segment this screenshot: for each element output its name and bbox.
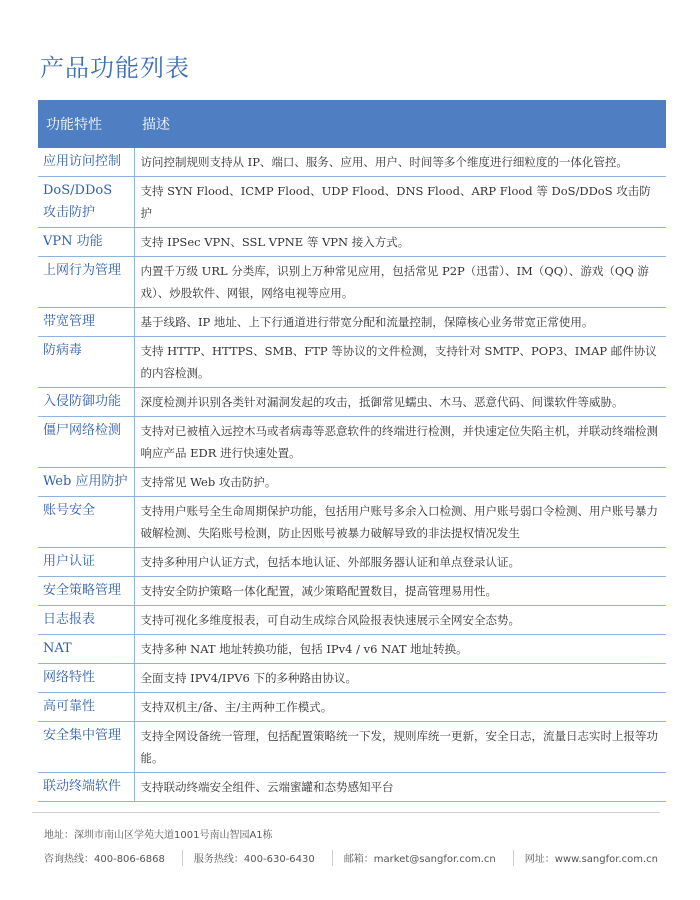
table-row xyxy=(38,148,666,177)
feature-name-cell: 安全集中管理 xyxy=(38,722,134,773)
table-row xyxy=(38,468,666,497)
feature-description-cell: 支持用户账号全生命周期保护功能，包括用户账号多余入口检测、用户账号弱口令检测、用户账号暴力破解检测、失陷账号检测，防止因账号被暴力破解导致的非法提权情况发生 xyxy=(134,497,666,548)
table-row xyxy=(38,773,666,802)
feature-name-cell: 入侵防御功能 xyxy=(38,388,134,417)
feature-name-cell: 僵尸网络检测 xyxy=(38,417,134,468)
table-body xyxy=(38,148,666,802)
feature-description-cell: 支持全网设备统一管理，包括配置策略统一下发，规则库统一更新，安全日志，流量日志实时上报等功能。 xyxy=(134,722,666,773)
footer-email: 邮箱：market@sangfor.com.cn xyxy=(343,854,496,865)
feature-name-cell: 日志报表 xyxy=(38,606,134,635)
table-row xyxy=(38,664,666,693)
feature-description-cell: 内置千万级 URL 分类库，识别上万种常见应用，包括常见 P2P（迅雷）、IM（QQ）、游戏（QQ 游戏）、炒股软件、网银，网络电视等应用。 xyxy=(134,257,666,308)
column-header-description: 描述 xyxy=(134,100,666,148)
table-row xyxy=(38,308,666,337)
feature-name-cell: 防病毒 xyxy=(38,337,134,388)
feature-name-cell: Web 应用防护 xyxy=(38,468,134,497)
feature-name-cell: VPN 功能 xyxy=(38,228,134,257)
table-row xyxy=(38,548,666,577)
table-row xyxy=(38,497,666,548)
feature-name-cell: 账号安全 xyxy=(38,497,134,548)
feature-description-cell: 支持 HTTP、HTTPS、SMB、FTP 等协议的文件检测，支持针对 SMTP、POP3、IMAP 邮件协议的内容检测。 xyxy=(134,337,666,388)
feature-description-cell: 支持 SYN Flood、ICMP Flood、UDP Flood、DNS Flood、ARP Flood 等 DoS/DDoS 攻击防护 xyxy=(134,177,666,228)
feature-description-cell: 支持联动终端安全组件、云端蜜罐和态势感知平台 xyxy=(134,773,666,802)
footer-consult-hotline: 咨询热线：400-806-6868 xyxy=(44,854,165,865)
feature-name-cell: 高可靠性 xyxy=(38,693,134,722)
feature-name-cell: 应用访问控制 xyxy=(38,148,134,177)
feature-name-cell: 用户认证 xyxy=(38,548,134,577)
feature-name-cell: 安全策略管理 xyxy=(38,577,134,606)
table-row xyxy=(38,257,666,308)
table-row xyxy=(38,388,666,417)
feature-table xyxy=(38,100,666,802)
page-title: 产品功能列表 xyxy=(40,54,190,82)
table-header-row xyxy=(38,100,666,148)
footer-website: 网址：www.sangfor.com.cn xyxy=(524,854,658,865)
feature-description-cell: 访问控制规则支持从 IP、端口、服务、应用、用户、时间等多个维度进行细粒度的一体化管控。 xyxy=(134,148,666,177)
footer-separator xyxy=(332,850,333,866)
feature-description-cell: 全面支持 IPV4/IPV6 下的多种路由协议。 xyxy=(134,664,666,693)
table-row xyxy=(38,177,666,228)
feature-description-cell: 支持对已被植入远控木马或者病毒等恶意软件的终端进行检测，并快速定位失陷主机，并联动终端检测响应产品 EDR 进行快速处置。 xyxy=(134,417,666,468)
table-row xyxy=(38,417,666,468)
feature-name-cell: NAT xyxy=(38,635,134,664)
feature-description-cell: 支持可视化多维度报表，可自动生成综合风险报表快速展示全网安全态势。 xyxy=(134,606,666,635)
table-row xyxy=(38,228,666,257)
feature-description-cell: 支持双机主/备、主/主两种工作模式。 xyxy=(134,693,666,722)
table-row xyxy=(38,693,666,722)
column-header-feature: 功能特性 xyxy=(38,100,134,148)
footer-divider xyxy=(32,812,660,813)
feature-name-cell: DoS/DDoS 攻击防护 xyxy=(38,177,134,228)
table-row xyxy=(38,337,666,388)
feature-description-cell: 支持 IPSec VPN、SSL VPNE 等 VPN 接入方式。 xyxy=(134,228,666,257)
table-row xyxy=(38,606,666,635)
feature-description-cell: 支持多种 NAT 地址转换功能，包括 IPv4 / v6 NAT 地址转换。 xyxy=(134,635,666,664)
feature-name-cell: 上网行为管理 xyxy=(38,257,134,308)
feature-description-cell: 深度检测并识别各类针对漏洞发起的攻击，抵御常见蠕虫、木马、恶意代码、间谍软件等威胁。 xyxy=(134,388,666,417)
footer-contact-row xyxy=(44,850,664,866)
feature-name-cell: 联动终端软件 xyxy=(38,773,134,802)
feature-description-cell: 基于线路、IP 地址、上下行通道进行带宽分配和流量控制，保障核心业务带宽正常使用。 xyxy=(134,308,666,337)
table-row xyxy=(38,577,666,606)
footer-address: 地址：深圳市南山区学苑大道1001号南山智园A1栋 xyxy=(44,830,273,841)
table-row xyxy=(38,635,666,664)
footer-service-hotline: 服务热线：400-630-6430 xyxy=(193,854,315,865)
footer-separator xyxy=(182,850,183,866)
feature-table-container xyxy=(38,100,666,802)
feature-description-cell: 支持安全防护策略一体化配置，减少策略配置数目，提高管理易用性。 xyxy=(134,577,666,606)
table-row xyxy=(38,722,666,773)
feature-name-cell: 网络特性 xyxy=(38,664,134,693)
feature-name-cell: 带宽管理 xyxy=(38,308,134,337)
footer-separator xyxy=(513,850,514,866)
feature-description-cell: 支持常见 Web 攻击防护。 xyxy=(134,468,666,497)
feature-description-cell: 支持多种用户认证方式，包括本地认证、外部服务器认证和单点登录认证。 xyxy=(134,548,666,577)
